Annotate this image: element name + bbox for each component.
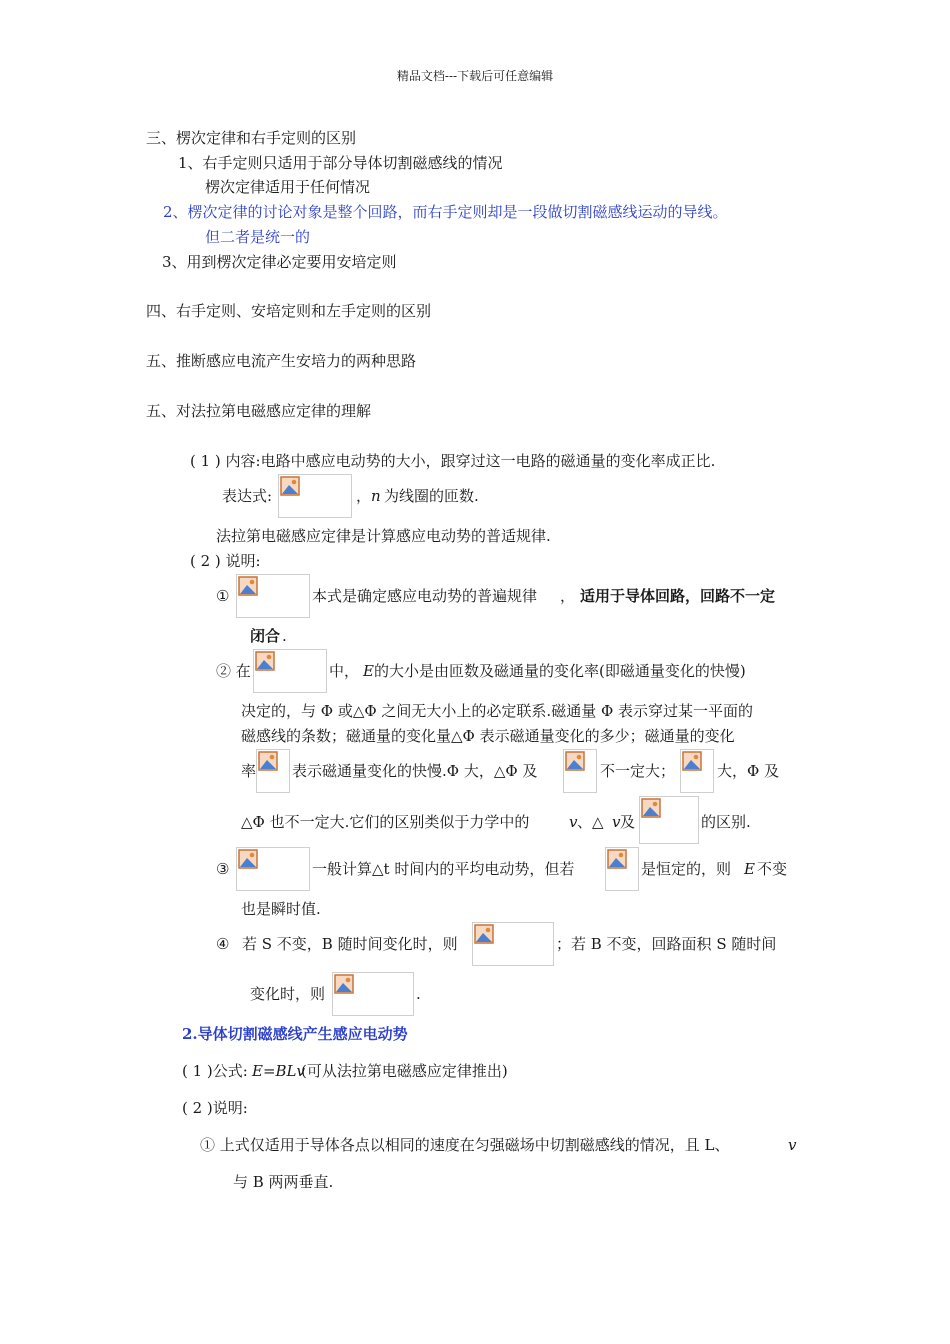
broken-image-icon [255, 651, 275, 671]
formula-text: E=BLv [252, 1062, 305, 1080]
note-3-c: 不变 [757, 860, 788, 878]
formula-image [563, 749, 597, 793]
formula-image [253, 649, 327, 693]
note-2-line-2: 决定的，与 Φ 或△Φ 之间无大小上的必定联系.磁通量 Φ 表示穿过某一平面的 [241, 702, 754, 720]
note-2-line-5d: 的区别. [701, 813, 751, 831]
note-1-marker: ① [216, 587, 230, 605]
broken-image-icon [280, 476, 300, 496]
universal-law: 法拉第电磁感应定律是计算感应电动势的普适规律. [216, 527, 551, 545]
note-1-comma: ， [560, 587, 576, 605]
s3-point-1b: 楞次定律适用于任何情况 [205, 178, 371, 196]
note-3-b: 是恒定的，则 [641, 860, 732, 878]
formula-image [236, 574, 310, 618]
expr-sep: ， [356, 487, 372, 505]
note-4-b: ；若 B 不变，回路面积 S 随时间 [556, 935, 777, 953]
broken-image-icon [641, 798, 661, 818]
note-3-a: 一般计算△t 时间内的平均电动势，但若 [312, 860, 575, 878]
note-1-bold-2: 闭合 [250, 627, 281, 645]
note-2-line-5c: 及 [620, 813, 636, 831]
note-3-E: E [744, 860, 755, 878]
note-4-line-2a: 变化时，则 [250, 985, 326, 1003]
broken-image-icon [474, 924, 494, 944]
sub2-condition-line-2: 与 B 两两垂直. [233, 1173, 334, 1191]
note-2-mid: 中， [329, 662, 360, 680]
note-2-line-4d: 大，Φ 及 [717, 762, 780, 780]
s3-point-1a: 1、右手定则只适用于部分导体切割磁感线的情况 [178, 154, 503, 172]
broken-image-icon [238, 849, 258, 869]
note-2-line-5b: 、△ [577, 813, 604, 831]
note-label: ( 2 ) 说明: [190, 552, 261, 570]
broken-image-icon [565, 751, 585, 771]
note-4-a: 若 S 不变，B 随时间变化时，则 [242, 935, 458, 953]
broken-image-icon [238, 576, 258, 596]
expr-n: n [371, 487, 381, 505]
note-2-tail: 的大小是由匝数及磁通量的变化率(即磁通量变化的快慢) [374, 662, 746, 680]
law-content: ( 1 ) 内容:电路中感应电动势的大小，跟穿过这一电路的磁通量的变化率成正比. [190, 452, 716, 470]
formula-image [236, 847, 310, 891]
s3-point-3: 3、用到楞次定律必定要用安培定则 [162, 253, 397, 271]
note-2-line-4a: 率 [241, 762, 257, 780]
note-3-line-2: 也是瞬时值. [241, 900, 321, 918]
note-2-line-3: 磁感线的条数；磁通量的变化量△Φ 表示磁通量变化的多少；磁通量的变化 [241, 727, 735, 745]
expr-tail: 为线圈的匝数. [384, 487, 479, 505]
note-1-bold: 适用于导体回路，回路不一定 [580, 587, 776, 605]
note-1-end: . [282, 627, 287, 645]
note-3-marker: ③ [216, 860, 230, 878]
broken-image-icon [682, 751, 702, 771]
note-1-text: 本式是确定感应电动势的普遍规律 [312, 587, 538, 605]
note-2-line-4b: 表示磁通量变化的快慢.Φ 大，△Φ 及 [292, 762, 538, 780]
broken-image-icon [334, 974, 354, 994]
broken-image-icon [607, 849, 627, 869]
page-header: 精品文档---下载后可任意编辑 [396, 69, 554, 83]
formula-label: ( 1 )公式: [182, 1062, 248, 1080]
s3-point-2b: 但二者是统一的 [205, 228, 311, 246]
note-2-line-5a: △Φ 也不一定大.它们的区别类似于力学中的 [241, 813, 530, 831]
note-4-marker: ④ [216, 935, 230, 953]
formula-image [605, 847, 639, 891]
section-5b-title: 五、对法拉第电磁感应定律的理解 [146, 402, 372, 420]
section-3-title: 三、楞次定律和右手定则的区别 [146, 129, 357, 147]
expr-label: 表达式: [222, 487, 273, 505]
formula-image [639, 796, 699, 844]
note-2-v: v [569, 813, 578, 831]
formula-image [256, 749, 290, 793]
formula-image [472, 922, 554, 966]
formula-image [680, 749, 714, 793]
section-5a-title: 五、推断感应电流产生安培力的两种思路 [146, 352, 417, 370]
formula-image [332, 972, 414, 1016]
formula-note: (可从法拉第电磁感应定律推出) [301, 1062, 508, 1080]
formula-image [278, 474, 352, 518]
broken-image-icon [258, 751, 278, 771]
sub2-note-label: ( 2 )说明: [182, 1099, 248, 1117]
note-2-E: E [363, 662, 374, 680]
note-4-line-2b: . [416, 985, 421, 1003]
section-4-title: 四、右手定则、安培定则和左手定则的区别 [146, 302, 432, 320]
note-2-marker: ② 在 [216, 662, 251, 680]
subsection-2-title: 2.导体切割磁感线产生感应电动势 [182, 1025, 408, 1043]
sub2-condition-line-1: ① 上式仅适用于导体各点以相同的速度在匀强磁场中切割磁感线的情况，且 L、 [200, 1136, 730, 1154]
sub2-condition-v: v [788, 1136, 797, 1154]
note-2-line-4c: 不一定大； [600, 762, 676, 780]
s3-point-2a: 2、楞次定律的讨论对象是整个回路，而右手定则却是一段做切割磁感线运动的导线。 [163, 203, 728, 221]
note-2-v2: v [612, 813, 621, 831]
